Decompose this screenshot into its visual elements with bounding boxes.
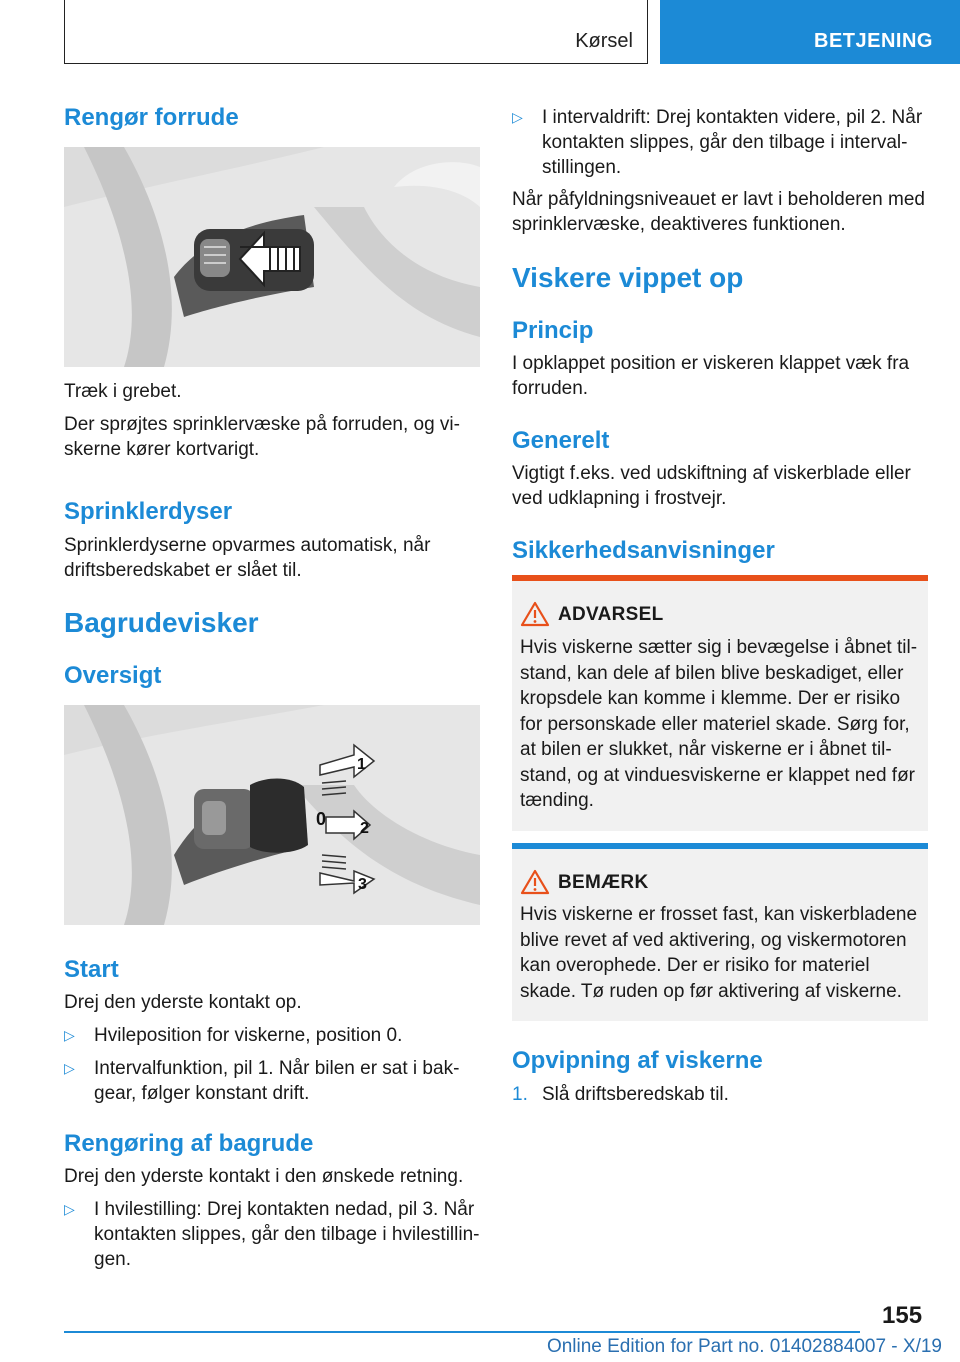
heading-opvipning: Opvipning af viskerne: [512, 1047, 763, 1074]
heading-princip: Princip: [512, 317, 594, 344]
footer-divider: [64, 1331, 860, 1333]
warning-title: ADVARSEL: [558, 604, 664, 625]
heading-generelt: Generelt: [512, 427, 610, 454]
triangle-bullet-icon: ▷: [64, 1201, 75, 1217]
list-item: ▷ I intervaldrift: Drej kontakten videre, pil 2. Når kontakten slippes, går den tilbage i interval-stillingen.: [512, 107, 923, 178]
triangle-bullet-icon: ▷: [512, 109, 523, 125]
heading-start: Start: [64, 956, 119, 983]
list-item: ▷ Intervalfunktion, pil 1. Når bilen er sat i bak-gear, følger konstant drift.: [64, 1058, 460, 1104]
warning-box: [512, 575, 928, 831]
text-start: Drej den yderste kontakt op.: [64, 992, 302, 1013]
notice-text: Hvis viskerne er frosset fast, kan viskerbladene blive revet af ved aktivering, og viskermotoren kan overophede. Der er risiko for materiel skade. Tø ruden op før aktivering af viskerne.: [520, 904, 918, 1002]
heading-sprinklerdyser: Sprinklerdyser: [64, 498, 233, 525]
header-section-box: [64, 0, 648, 64]
text-sprinklerdyser: Sprinklerdyserne opvarmes automatisk, når driftsberedskabet er slået til.: [64, 535, 431, 581]
header-chapter-tab: [660, 0, 960, 64]
text-princip: I opklappet position er viskeren klappet væk fra forruden.: [512, 353, 910, 399]
warning-triangle-icon: [520, 601, 550, 627]
page-number: 155: [882, 1302, 923, 1329]
heading-oversigt: Oversigt: [64, 662, 162, 689]
heading-sikkerhedsanvisninger: Sikkerhedsanvisninger: [512, 537, 775, 564]
figure-windscreen-lever: [64, 147, 480, 367]
header-chapter-title: BETJENING: [814, 30, 933, 52]
figure-rear-wiper-lever: [64, 705, 480, 925]
fig-label-2: 2: [360, 820, 369, 837]
heading-viskere-vippet-op: Viskere vippet op: [512, 262, 744, 293]
fig-label-1: 1: [357, 756, 366, 773]
step-text: Slå driftsberedskab til.: [542, 1084, 729, 1105]
notice-bar: [512, 843, 928, 849]
text-niveau: Når påfyldningsniveauet er lavt i beholderen med sprinklervæske, deaktiveres funktionen.: [512, 189, 925, 235]
heading-bagrudevisker: Bagrudevisker: [64, 607, 259, 638]
list-item: ▷ I hvilestilling: Drej kontakten nedad, pil 3. Når kontakten slippes, går den tilbage i hvilestillin-gen.: [64, 1199, 480, 1270]
text-sprojtes: Der sprøjtes sprinklervæske på forruden, og vi-skerne kører kortvarigt.: [64, 414, 460, 460]
notice-title: BEMÆRK: [558, 872, 649, 893]
fig-label-0: 0: [316, 809, 327, 829]
text-generelt: Vigtigt f.eks. ved udskiftning af viskerblade eller ved udklapning i frostvejr.: [512, 463, 911, 509]
heading-rengoring-bagrude: Rengøring af bagrude: [64, 1130, 314, 1157]
fig-label-3: 3: [358, 876, 367, 893]
rear-lever-illustration: [64, 705, 480, 925]
warning-text: Hvis viskerne sætter sig i bevægelse i åbnet til-stand, kan dele af bilen blive beskadiget, eller kropsdele kan komme i klemme. Der er risiko for personskade eller materiel skade. Sørg for, at bilen er slukket, når viskerne er i åbnet til-stand, og at vinduesviskerne er klappet ned før tænding.: [520, 637, 918, 811]
notice-box: [512, 843, 928, 1021]
triangle-bullet-icon: ▷: [64, 1027, 75, 1043]
header-section-title: Kørsel: [575, 30, 633, 52]
triangle-bullet-icon: ▷: [64, 1060, 75, 1076]
warning-bar: [512, 575, 928, 581]
lever-illustration: [64, 147, 480, 367]
text-traek: Træk i grebet.: [64, 381, 182, 402]
heading-rengor-forrude: Rengør forrude: [64, 104, 239, 131]
footer-edition: Online Edition for Part no. 01402884007 - X/19: [546, 1336, 942, 1357]
step-number: 1.: [512, 1084, 528, 1105]
text-rengoring: Drej den yderste kontakt i den ønskede retning.: [64, 1166, 464, 1187]
notice-triangle-icon: [520, 869, 550, 895]
